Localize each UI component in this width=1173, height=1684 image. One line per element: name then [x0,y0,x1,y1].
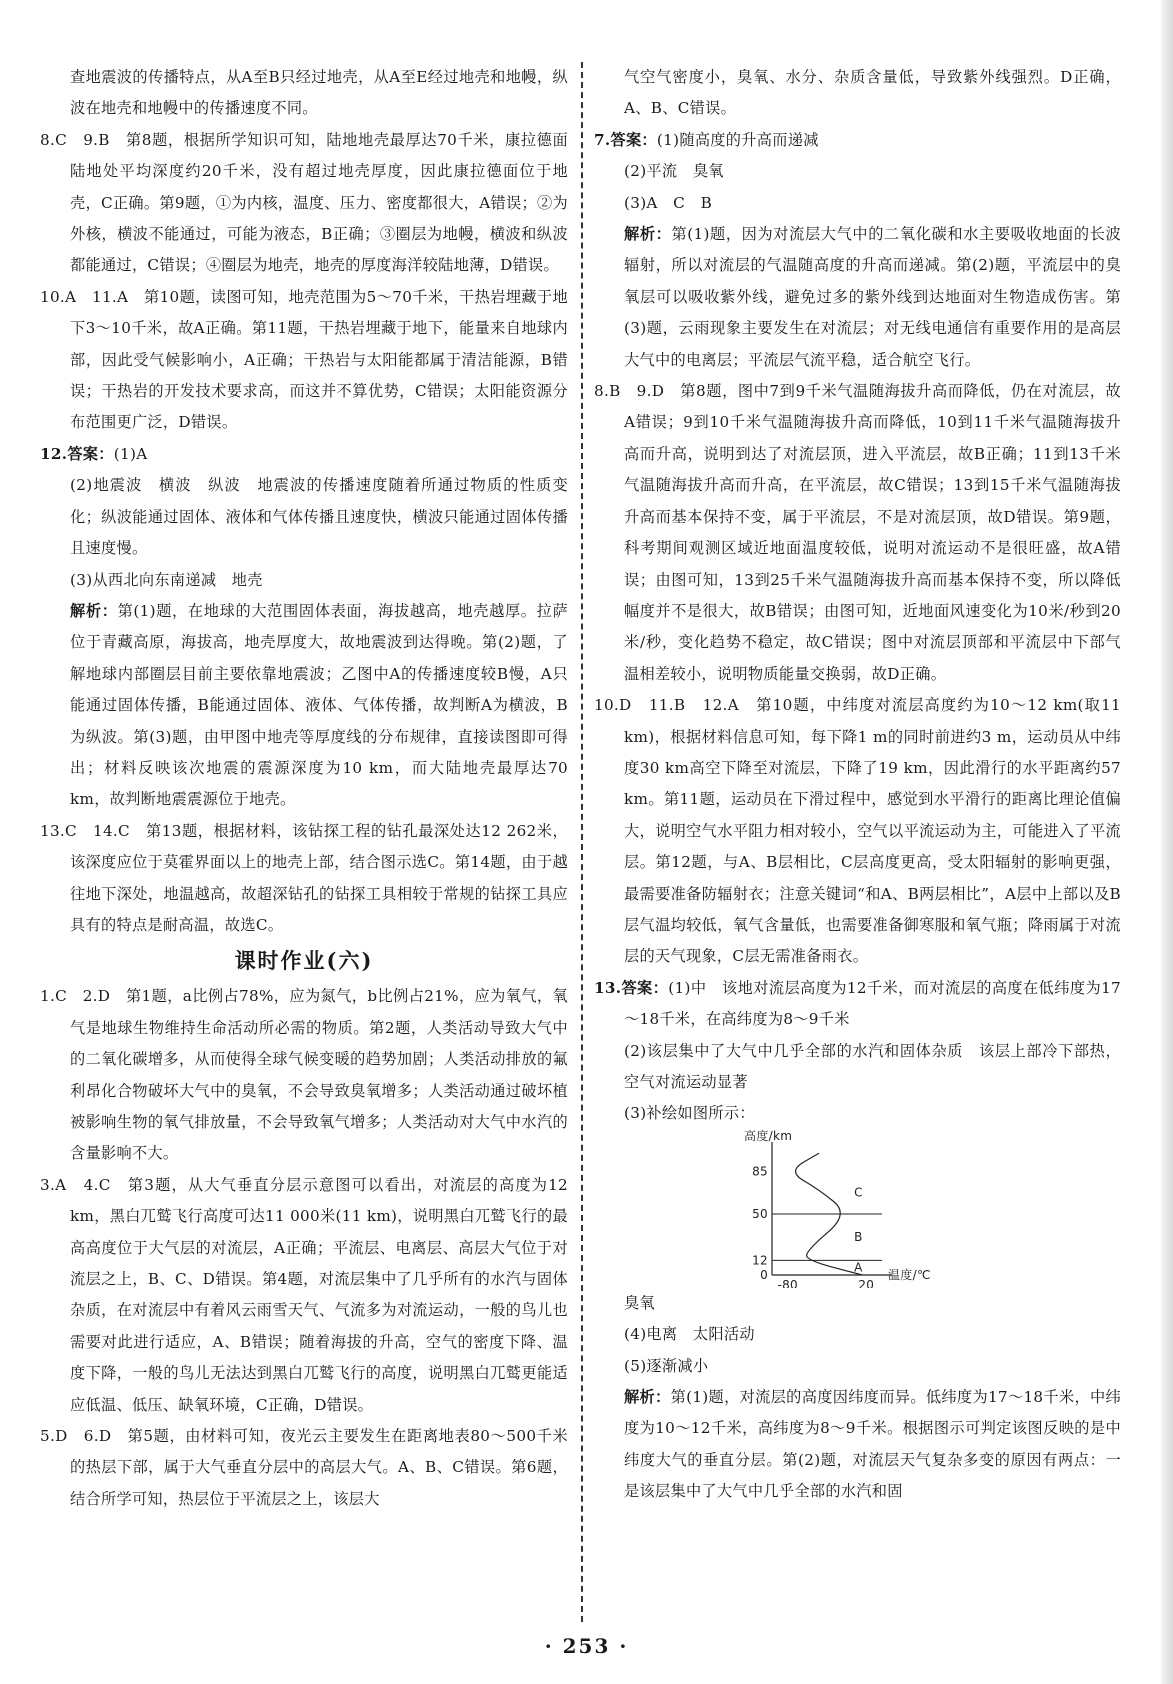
layer-label: B [854,1230,863,1245]
paragraph [594,125,1121,156]
y-tick-label: 0 [760,1267,768,1282]
paragraph-text: 第(1)题，对流层的高度因纬度而异。低纬度为17～18千米，中纬度为10～12千米，高纬度为8～9千米。根据图示可判定该图反映的是中纬度大气的垂直分层。第(2)题，对流层天气复杂多变的原因有两点：一是该层集中了大气中几乎全部的水汽和固 [624,1388,1121,1501]
paragraph [594,188,1121,219]
paragraph-text: 第(1)题，在地球的大范围固体表面，海拔越高，地壳越厚。拉萨位于青藏高原，海拔高，地壳厚度大，故地震波到达得晚。第(2)题，了解地球内部圈层目前主要依靠地震波；乙图中A的传播速度较B慢，A只能通过固体传播，B能通过固体、液体、气体传播，故判断A为横波，B为纵波。第(3)题，由甲图中地壳等厚度线的分布规律，直接读图即可得出；材料反映该次地震的震源深度为10 km，而大陆地壳最厚达70 km，故判断地震震源位于地壳。 [70,601,568,809]
paragraph-text: 气空气密度小，臭氧、水分、杂质含量低，导致紫外线强烈。D正确，A、B、C错误。 [624,68,1121,118]
paragraph-text: (3)A C B [624,193,713,212]
atmosphere-layer-chart [594,1130,1121,1288]
y-tick-label: 50 [752,1206,768,1221]
paragraph [594,1382,1121,1508]
paragraph-text: 8.C 9.B 第8题，根据所学知识可知，陆地地壳最厚达70千米，康拉德面陆地处平均深度约20千米，没有超过地壳厚度，因此康拉德面位于地壳，C正确。第9题，①为内核，温度、压力、密度都很大，A错误；②为外核，横波不能通过，可能为液态，B正确；③圈层为地幔，横波和纵波都能通过，C错误；④圈层为地壳，地壳的厚度海洋较陆地薄，D错误。 [40,130,568,275]
paragraph-text: (4)电离 太阳活动 [624,1325,755,1344]
page-number: · 253 · [544,1634,629,1658]
paragraph-text: 10.A 11.A 第10题，读图可知，地壳范围为5～70千米，干热岩埋藏于地下3～10千米，故A正确。第11题，干热岩埋藏于地下，能量来自地球内部，因此受气候影响小，A正确；干热岩与太阳能都属于清洁能源，B错误；干热岩的开发技术要求高，而这并不算优势，C错误；太阳能资源分布范围更广泛，D错误。 [40,287,568,432]
paragraph [40,596,568,816]
paragraph [594,1036,1121,1099]
section-title: 课时作业(六) [234,948,374,974]
paragraph-text: (5)逐渐减小 [624,1356,709,1375]
paragraph-text: (3)补绘如图所示： [624,1104,755,1123]
paragraph [594,973,1121,1036]
paragraph-text: 13.C 14.C 第13题，根据材料，该钻探工程的钻孔最深处达12 262米，该深度应位于莫霍界面以上的地壳上部，结合图示选C。第14题，由于越往地下深处，地温越高，故超深钻孔的钻探工具相较于常规的钻探工具应具有的特点是耐高温，故选C。 [40,821,568,934]
paragraph [594,376,1121,690]
paragraph-text: 8.B 9.D 第8题，图中7到9千米气温随海拔升高而降低，仍在对流层，故A错误；9到10千米气温随海拔升高而降低，10到11千米气温随海拔升高而升高，说明到达了对流层顶，进入平流层，故B正确；11到13千米气温随海拔升高而升高，在平流层，故C错误；13到15千米气温随海拔升高而基本保持不变，属于平流层，不是对流层顶，故D错误。第9题，科考期间观测区域近地面温度较低，说明对流运动不是很旺盛，故A错误；由图可知，13到25千米气温随海拔升高而基本保持不变，所以降低幅度并不是很大，故B错误；由图可知，近地面风速变化为10米/秒到20米/秒，变化趋势不稳定，故C错误；图中对流层顶部和平流层中下部气温相差较小，说明物质能量交换弱，故D正确。 [594,382,1121,683]
paragraph-text: (2)该层集中了大气中几乎全部的水汽和固体杂质 该层上部冷下部热，空气对流运动显著 [624,1041,1121,1091]
paragraph [40,1170,568,1421]
paragraph-text: (1)中 该地对流层高度为12千米，而对流层的高度在低纬度为17～18千米，在高纬度为8～9千米 [624,978,1121,1029]
answer-label: 解析： [70,601,118,620]
paragraph-text: (2)平流 臭氧 [624,162,724,181]
paragraph-text: (2)地震波 横波 纵波 地震波的传播速度随着所通过物质的性质变化；纵波能通过固体、液体和气体传播且速度快，横波只能通过固体传播且速度慢。 [70,476,568,558]
paragraph-text: (1)随高度的升高而递减 [656,130,819,149]
x-axis-label: 温度/℃ [888,1267,931,1282]
answer-label: 解析： [624,225,672,244]
paragraph [40,125,568,282]
paragraph [594,690,1121,973]
layer-label: C [854,1185,863,1200]
page-edge-shadow [1161,0,1173,1684]
paragraph-text: 查地震波的传播特点，从A至B只经过地壳，从A至E经过地壳和地幔，纵波在地壳和地幔中的传播速度不同。 [70,68,568,118]
paragraph [40,565,568,596]
paragraph-text: (3)从西北向东南递减 地壳 [70,570,263,589]
paragraph [594,1288,1121,1319]
x-tick-label: -80 [777,1277,798,1288]
paragraph [40,439,568,470]
paragraph-text: 10.D 11.B 12.A 第10题，中纬度对流层高度约为10～12 km(取11 km)，根据材料信息可知，每下降1 m的同时前进约3 m，运动员从中纬度30 km高空下降至对流层，下降了19 km，因此滑行的水平距离约57 km。第11题，运动员在下滑过程中，感觉到水平滑行的距离比理论值偏大，说明空气水平阻力相对较小，空气以平流运动为主，可能进入了平流层。第12题，与A、B层相比，C层高度更高，受太阳辐射的影响更强，最需要准备防辐射衣；注意关键词“和A、B两层相比”，A层中上部以及B层气温均较低，氧气含量低，也需要准备御寒服和氧气瓶；降雨属于对流层的天气现象，C层无需准备雨衣。 [594,696,1121,966]
x-tick-label: 20 [858,1277,875,1288]
paragraph [594,1351,1121,1382]
answer-label: 7.答案： [594,130,657,149]
paragraph-text: 3.A 4.C 第3题，从大气垂直分层示意图可以看出，对流层的高度为12 km，黑白兀鹫飞行高度可达11 000米(11 km)，说明黑白兀鹫飞行的最高高度位于大气层的对流层，A正确；平流层、电离层、高层大气位于对流层之上，B、C、D错误。第4题，对流层集中了几乎所有的水汽与固体杂质，在对流层中有着风云雨雪天气、气流多为对流运动，一般的鸟儿也需要对此进行适应，A、B错误；随着海拔的升高，空气的密度下降、温度下降，一般的鸟儿无法达到黑白兀鹫飞行的高度，说明黑白兀鹫更能适应低温、低压、缺氧环境，C正确，D错误。 [40,1175,568,1414]
paragraph-text: 臭氧 [624,1293,655,1312]
paragraph [40,282,568,439]
chart-svg [744,1130,944,1288]
y-axis-label: 高度/km [744,1129,793,1143]
paragraph-text: (1)A [113,444,148,463]
paragraph [40,981,568,1169]
paragraph [40,1421,568,1515]
paragraph [40,816,568,942]
y-tick-label: 12 [752,1253,768,1268]
paragraph [594,1098,1121,1129]
answer-label: 13.答案： [594,978,669,997]
answer-label: 12.答案： [40,444,114,463]
right-column [594,62,1121,1508]
paragraph [40,62,568,125]
paragraph [40,470,568,564]
paragraph [594,219,1121,376]
paragraph [594,1319,1121,1350]
paragraph [594,62,1121,125]
column-divider [581,62,583,1622]
paragraph-text: 第(1)题，因为对流层大气中的二氧化碳和水主要吸收地面的长波辐射，所以对流层的气温随高度的升高而递减。第(2)题，平流层中的臭氧层可以吸收紫外线，避免过多的紫外线到达地面对生物造成伤害。第(3)题，云雨现象主要发生在对流层；对无线电通信有重要作用的是高层大气中的电离层；平流层气流平稳，适合航空飞行。 [624,225,1122,369]
paragraph-text: 1.C 2.D 第1题，a比例占78%，应为氮气，b比例占21%，应为氧气，氧气是地球生物维持生命活动所必需的物质。第2题，人类活动导致大气中的二氧化碳增多，从而使得全球气候变暖的趋势加剧；人类活动排放的氟利昂化合物破坏大气中的臭氧，不会导致臭氧增多；人类活动通过破坏植被影响生物的氧气排放量，不会导致氧气增多；人类活动对大气中水汽的含量影响不大。 [40,987,568,1163]
layer-label: A [854,1260,863,1275]
y-tick-label: 85 [752,1164,768,1179]
answer-label: 解析： [624,1388,671,1407]
left-column [40,62,568,1515]
paragraph-text: 5.D 6.D 第5题，由材料可知，夜光云主要发生在距离地表80～500千米的热层下部，属于大气垂直分层中的高层大气。A、B、C错误。第6题，结合所学可知，热层位于平流层之上，该层大 [40,1427,568,1508]
paragraph [594,156,1121,187]
